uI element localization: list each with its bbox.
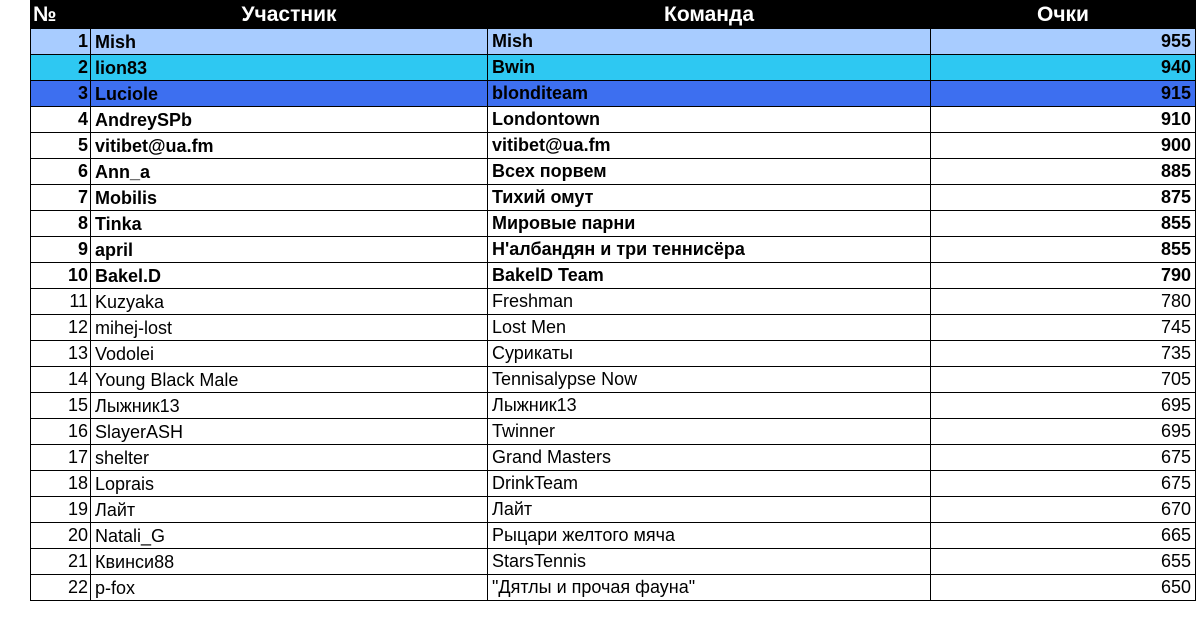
- rank-cell: 20: [31, 523, 91, 549]
- team-cell: DrinkTeam: [488, 471, 931, 497]
- points-cell: 915: [931, 81, 1196, 107]
- points-cell: 675: [931, 471, 1196, 497]
- table-row: [31, 523, 1196, 549]
- standings-table: [30, 0, 1196, 601]
- rank-cell: 14: [31, 367, 91, 393]
- table-row: [31, 55, 1196, 81]
- table-row: [31, 159, 1196, 185]
- participant-cell: Young Black Male: [91, 367, 488, 393]
- participant-cell: april: [91, 237, 488, 263]
- participant-cell: SlayerASH: [91, 419, 488, 445]
- points-cell: 695: [931, 419, 1196, 445]
- participant-cell: Квинси88: [91, 549, 488, 575]
- participant-cell: Лайт: [91, 497, 488, 523]
- table-row: [31, 315, 1196, 341]
- points-cell: 875: [931, 185, 1196, 211]
- points-cell: 670: [931, 497, 1196, 523]
- team-cell: Всех порвем: [488, 159, 931, 185]
- points-cell: 665: [931, 523, 1196, 549]
- team-cell: BakelD Team: [488, 263, 931, 289]
- points-cell: 705: [931, 367, 1196, 393]
- participant-cell: vitibet@ua.fm: [91, 133, 488, 159]
- rank-cell: 2: [31, 55, 91, 81]
- participant-cell: Kuzyaka: [91, 289, 488, 315]
- table-row: [31, 367, 1196, 393]
- participant-cell: p-fox: [91, 575, 488, 601]
- header-points: Очки: [931, 1, 1196, 29]
- table-header-row: [31, 1, 1196, 29]
- participant-cell: Vodolei: [91, 341, 488, 367]
- participant-cell: Mobilis: [91, 185, 488, 211]
- rank-cell: 6: [31, 159, 91, 185]
- rank-cell: 19: [31, 497, 91, 523]
- points-cell: 735: [931, 341, 1196, 367]
- header-number: №: [31, 1, 91, 29]
- table-row: [31, 471, 1196, 497]
- rank-cell: 22: [31, 575, 91, 601]
- table-row: [31, 29, 1196, 55]
- points-cell: 650: [931, 575, 1196, 601]
- rank-cell: 12: [31, 315, 91, 341]
- participant-cell: Natali_G: [91, 523, 488, 549]
- team-cell: "Дятлы и прочая фауна": [488, 575, 931, 601]
- team-cell: Мировые парни: [488, 211, 931, 237]
- team-cell: StarsTennis: [488, 549, 931, 575]
- team-cell: Лыжник13: [488, 393, 931, 419]
- team-cell: Tennisalypse Now: [488, 367, 931, 393]
- participant-cell: Лыжник13: [91, 393, 488, 419]
- rank-cell: 11: [31, 289, 91, 315]
- points-cell: 780: [931, 289, 1196, 315]
- team-cell: Bwin: [488, 55, 931, 81]
- participant-cell: Loprais: [91, 471, 488, 497]
- rank-cell: 8: [31, 211, 91, 237]
- participant-cell: lion83: [91, 55, 488, 81]
- rank-cell: 10: [31, 263, 91, 289]
- participant-cell: Luciole: [91, 81, 488, 107]
- participant-cell: mihej-lost: [91, 315, 488, 341]
- rank-cell: 3: [31, 81, 91, 107]
- rank-cell: 15: [31, 393, 91, 419]
- header-participant: Участник: [91, 1, 488, 29]
- points-cell: 855: [931, 211, 1196, 237]
- team-cell: Н'албандян и три теннисёра: [488, 237, 931, 263]
- table-row: [31, 575, 1196, 601]
- rank-cell: 17: [31, 445, 91, 471]
- rank-cell: 5: [31, 133, 91, 159]
- table-row: [31, 81, 1196, 107]
- points-cell: 855: [931, 237, 1196, 263]
- team-cell: Mish: [488, 29, 931, 55]
- participant-cell: Bakel.D: [91, 263, 488, 289]
- table-row: [31, 263, 1196, 289]
- table-row: [31, 289, 1196, 315]
- team-cell: Lost Men: [488, 315, 931, 341]
- points-cell: 955: [931, 29, 1196, 55]
- standings-table-container: [30, 0, 1195, 601]
- header-team: Команда: [488, 1, 931, 29]
- table-row: [31, 185, 1196, 211]
- team-cell: Лайт: [488, 497, 931, 523]
- points-cell: 695: [931, 393, 1196, 419]
- points-cell: 675: [931, 445, 1196, 471]
- team-cell: Сурикаты: [488, 341, 931, 367]
- participant-cell: AndreySPb: [91, 107, 488, 133]
- table-row: [31, 393, 1196, 419]
- participant-cell: Tinka: [91, 211, 488, 237]
- points-cell: 910: [931, 107, 1196, 133]
- team-cell: Londontown: [488, 107, 931, 133]
- rank-cell: 21: [31, 549, 91, 575]
- participant-cell: Mish: [91, 29, 488, 55]
- rank-cell: 7: [31, 185, 91, 211]
- rank-cell: 1: [31, 29, 91, 55]
- team-cell: Freshman: [488, 289, 931, 315]
- table-row: [31, 211, 1196, 237]
- points-cell: 900: [931, 133, 1196, 159]
- table-row: [31, 341, 1196, 367]
- team-cell: Twinner: [488, 419, 931, 445]
- rank-cell: 9: [31, 237, 91, 263]
- points-cell: 655: [931, 549, 1196, 575]
- table-row: [31, 419, 1196, 445]
- rank-cell: 16: [31, 419, 91, 445]
- team-cell: Grand Masters: [488, 445, 931, 471]
- team-cell: Тихий омут: [488, 185, 931, 211]
- points-cell: 745: [931, 315, 1196, 341]
- rank-cell: 18: [31, 471, 91, 497]
- participant-cell: Ann_a: [91, 159, 488, 185]
- team-cell: blonditeam: [488, 81, 931, 107]
- table-row: [31, 497, 1196, 523]
- rank-cell: 4: [31, 107, 91, 133]
- points-cell: 940: [931, 55, 1196, 81]
- table-row: [31, 445, 1196, 471]
- participant-cell: shelter: [91, 445, 488, 471]
- table-row: [31, 549, 1196, 575]
- rank-cell: 13: [31, 341, 91, 367]
- team-cell: Рыцари желтого мяча: [488, 523, 931, 549]
- table-row: [31, 133, 1196, 159]
- table-row: [31, 237, 1196, 263]
- table-row: [31, 107, 1196, 133]
- points-cell: 885: [931, 159, 1196, 185]
- team-cell: vitibet@ua.fm: [488, 133, 931, 159]
- points-cell: 790: [931, 263, 1196, 289]
